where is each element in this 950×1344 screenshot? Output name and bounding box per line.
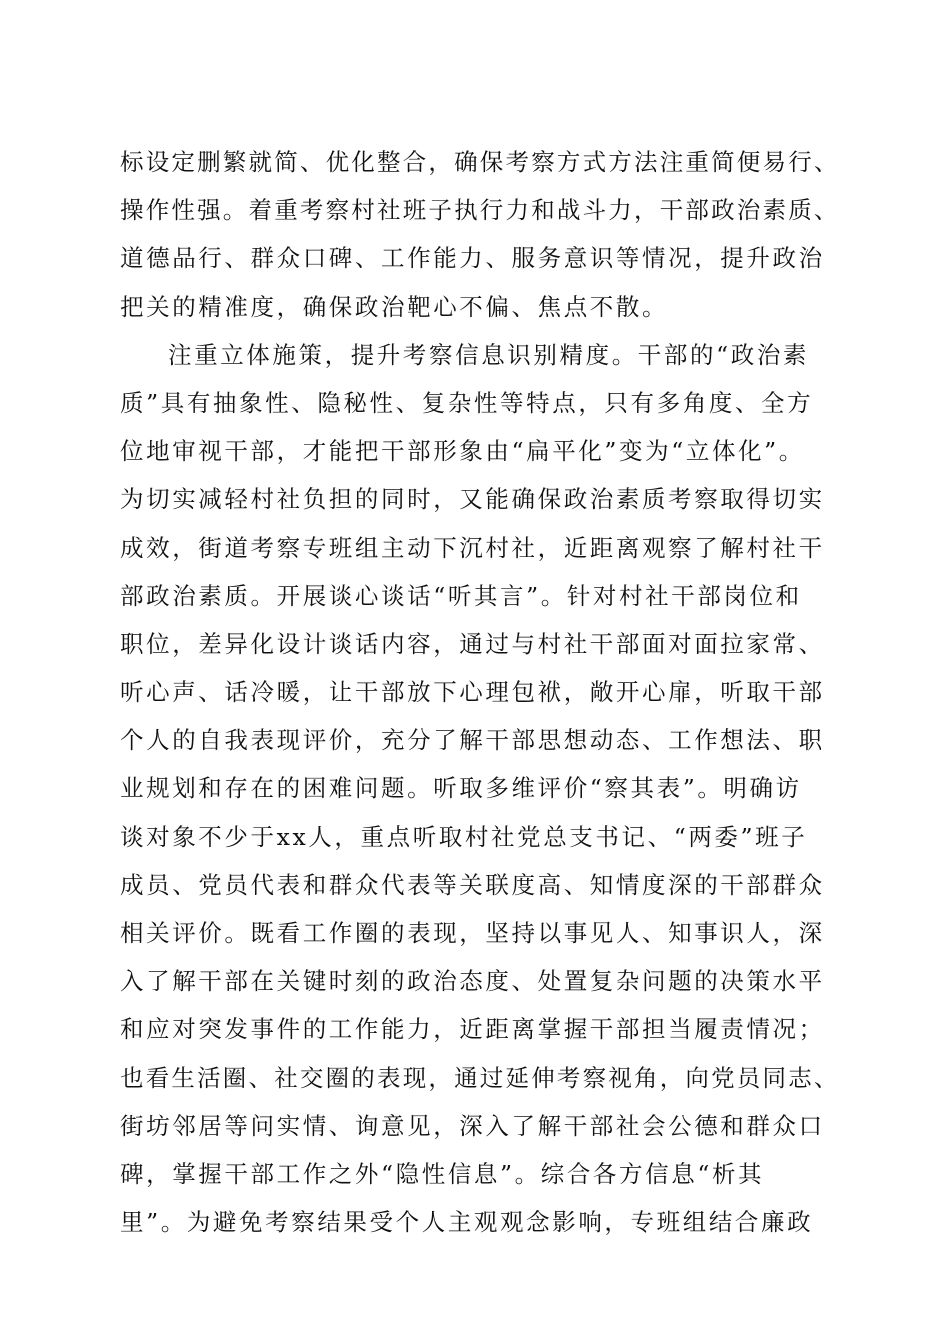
text-line: 业规划和存在的困难问题。听取多维评价“察其表”。明确访 <box>120 774 802 803</box>
text-line: 也看生活圈、社交圈的表现，通过延伸考察视角，向党员同志、 <box>120 1063 840 1092</box>
text-line: 位地审视干部，才能把干部形象由“扁平化”变为“立体化”。 <box>120 437 805 466</box>
body-text <box>120 138 840 1246</box>
text-line: 碑，掌握干部工作之外“隐性信息”。综合各方信息“析其 <box>120 1159 765 1188</box>
text-line: 标设定删繁就简、优化整合，确保考察方式方法注重简便易行、 <box>120 148 840 176</box>
text-line: 谈对象不少于xx人，重点听取村社党总支书记、“两委”班子 <box>120 822 808 851</box>
text-line: 和应对突发事件的工作能力，近距离掌握干部担当履责情况； <box>120 1015 825 1044</box>
text-line: 把关的精准度，确保政治靶心不偏、焦点不散。 <box>120 292 669 321</box>
text-line: 里”。为避免考察结果受个人主观观念影响，专班组结合廉政 <box>120 1208 814 1237</box>
text-line: 质”具有抽象性、隐秘性、复杂性等特点，只有多角度、全方 <box>120 388 814 417</box>
text-line: 相关评价。既看工作圈的表现，坚持以事见人、知事识人，深 <box>120 919 825 947</box>
text-line: 个人的自我表现评价，充分了解干部思想动态、工作想法、职 <box>120 726 825 755</box>
text-line: 部政治素质。开展谈心谈话“听其言”。针对村社干部岗位和 <box>120 581 802 610</box>
text-line: 为切实减轻村社负担的同时，又能确保政治素质考察取得切实 <box>120 485 825 514</box>
text-line: 听心声、话冷暖，让干部放下心理包袱，敞开心扉，听取干部 <box>120 678 825 707</box>
text-line: 入了解干部在关键时刻的政治态度、处置复杂问题的决策水平 <box>120 967 825 996</box>
text-line: 成效，街道考察专班组主动下沉村社，近距离观察了解村社干 <box>120 533 825 562</box>
text-line: 操作性强。着重考察村社班子执行力和战斗力，干部政治素质、 <box>120 196 840 225</box>
paragraph-start-line: 注重立体施策，提升考察信息识别精度。干部的“政治素 <box>168 340 810 369</box>
text-line: 职位，差异化设计谈话内容，通过与村社干部面对面拉家常、 <box>120 629 825 658</box>
text-line: 道德品行、群众口碑、工作能力、服务意识等情况，提升政治 <box>120 244 825 273</box>
text-line: 成员、党员代表和群众代表等关联度高、知情度深的干部群众 <box>120 870 825 899</box>
text-line: 街坊邻居等问实情、询意见，深入了解干部社会公德和群众口 <box>120 1111 825 1140</box>
